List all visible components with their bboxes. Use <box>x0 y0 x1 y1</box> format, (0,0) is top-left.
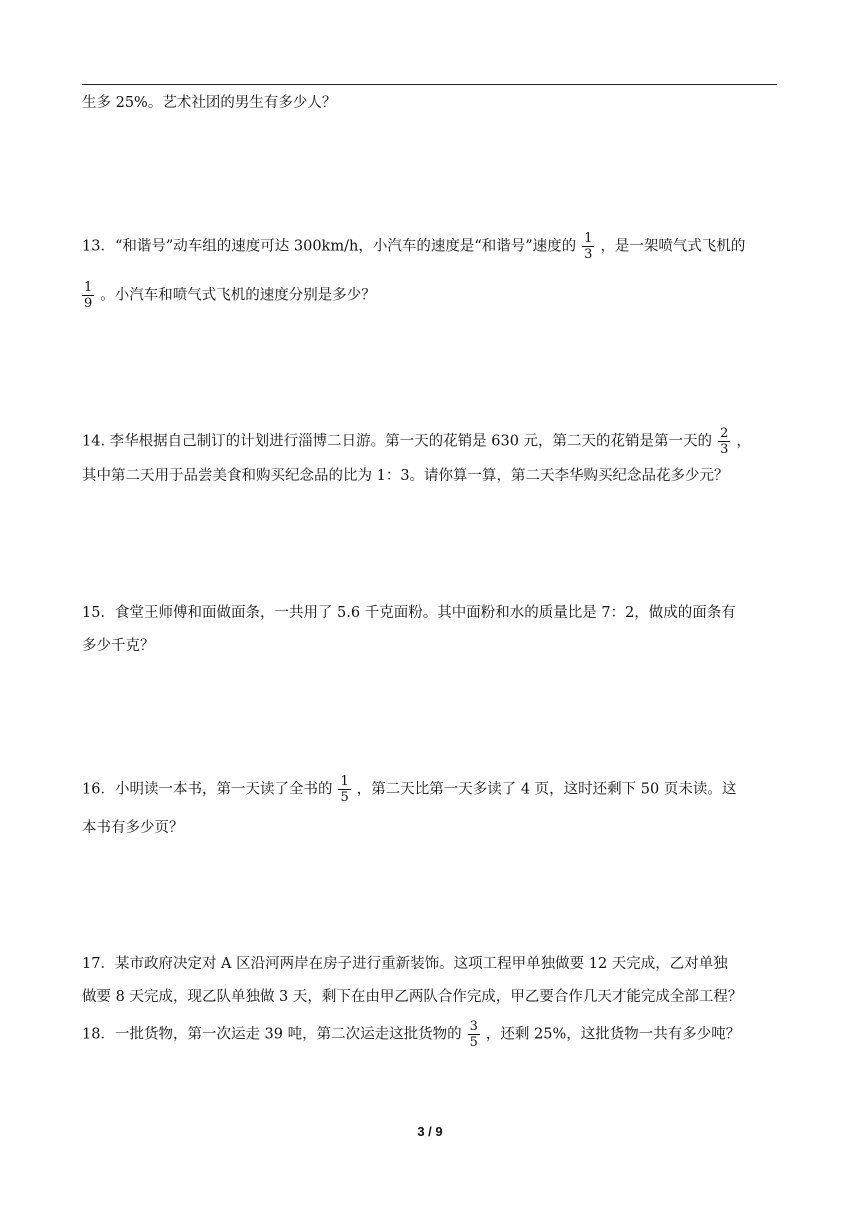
q16-text-b: ，第二天比第一天多读了 4 页，这时还剩下 50 页未读。这 <box>356 781 737 798</box>
q18-line1 <box>82 1020 782 1049</box>
fraction-denominator: 5 <box>469 1035 478 1050</box>
fraction-numerator: 1 <box>340 774 349 789</box>
q15-line1: 15．食堂王师傅和面做面条，一共用了 5.6 千克面粉。其中面粉和水的质量比是 7：2，做成的面条有 <box>82 605 736 621</box>
header-rule <box>82 84 777 85</box>
q17-line2: 做要 8 天完成，现乙队单独做 3 天，剩下在由甲乙两队合作完成，甲乙要合作几天才能完成全部工程？ <box>82 989 743 1005</box>
page-number: 3 / 9 <box>417 1124 443 1139</box>
q13-line1 <box>82 232 782 261</box>
fraction-denominator: 5 <box>340 790 349 805</box>
fraction-numerator: 3 <box>469 1019 478 1034</box>
q18-fraction-1 <box>468 1020 480 1049</box>
q16-fraction-1 <box>338 775 350 804</box>
q14-fraction-1 <box>718 427 730 456</box>
q14-text-b: ， <box>736 433 751 450</box>
q14-text-a: 14. 李华根据自己制订的计划进行淄博二日游。第一天的花销是 630 元，第二天的花销是第一天的 <box>82 433 713 450</box>
fraction-denominator: 3 <box>584 247 593 262</box>
q18-text-a: 18．一批货物，第一次运走 39 吨，第二次运走这批货物的 <box>82 1026 462 1043</box>
q15-line2: 多少千克？ <box>82 638 155 654</box>
q13-text-a: 13．“和谐号”动车组的速度可达 300km/h，小汽车的速度是“和谐号”速度的 <box>82 238 577 255</box>
fraction-numerator: 1 <box>84 280 93 295</box>
q17-line1: 17．某市政府决定对 A 区沿河两岸在房子进行重新装饰。这项工程甲单独做要 12 天完成，乙对单独 <box>82 956 728 972</box>
q18-text-b: ，还剩 25%，这批货物一共有多少吨？ <box>485 1026 741 1043</box>
q16-text-a: 16．小明读一本书，第一天读了全书的 <box>82 781 333 798</box>
q13-text-b: ，是一架喷气式飞机的 <box>600 238 746 255</box>
q13-fraction-2 <box>82 281 94 310</box>
q16-line2: 本书有多少页？ <box>82 820 184 836</box>
fraction-numerator: 1 <box>584 231 593 246</box>
q13-line2 <box>82 281 782 310</box>
fraction-denominator: 9 <box>84 296 93 311</box>
q14-line1 <box>82 427 782 456</box>
q14-line2: 其中第二天用于品尝美食和购买纪念品的比为 1：3。请你算一算，第二天李华购买纪念品花多少元？ <box>82 468 729 484</box>
q13-text-c: 。小汽车和喷气式飞机的速度分别是多少？ <box>100 287 376 304</box>
q16-line1 <box>82 775 782 804</box>
fraction-denominator: 3 <box>720 442 729 457</box>
fraction-numerator: 2 <box>720 426 729 441</box>
q13-fraction-1 <box>582 232 594 261</box>
q12-continuation: 生多 25%。艺术社团的男生有多少人？ <box>82 95 337 111</box>
